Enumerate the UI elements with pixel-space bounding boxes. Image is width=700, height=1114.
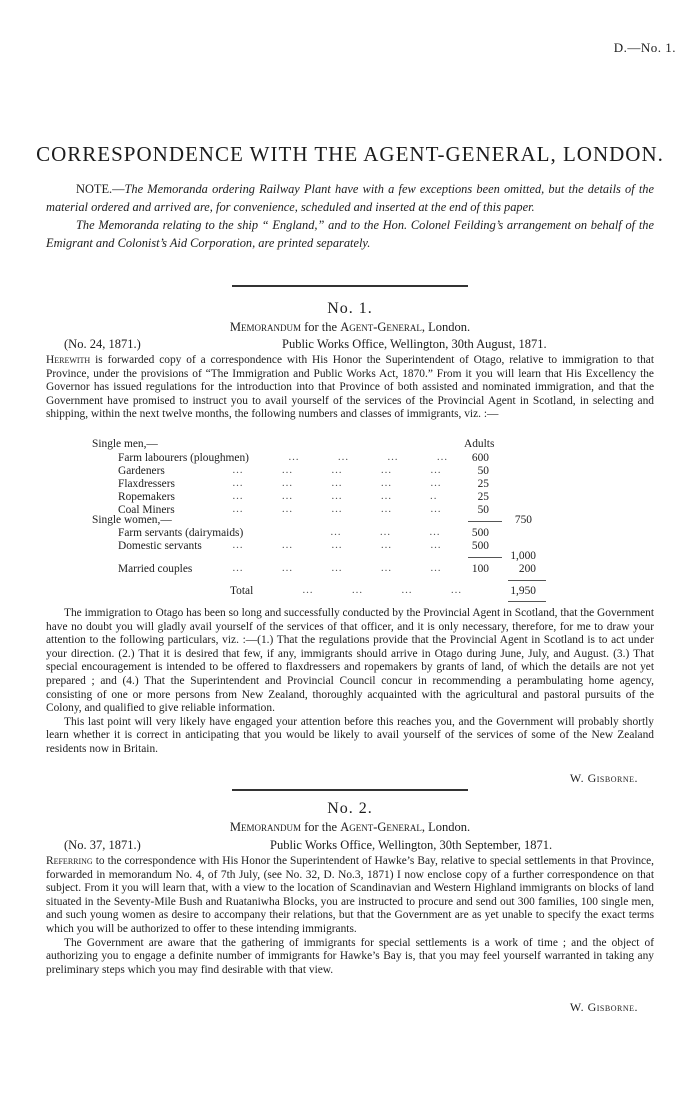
section-divider [232, 285, 468, 287]
table-row-label: Gardeners [118, 465, 165, 477]
memo-2-office-date: Public Works Office, Wellington, 30th September, 1871. [270, 838, 553, 852]
memo-2-heading-memorandum: Memorandum [229, 820, 301, 834]
table-row-label: Ropemakers [118, 491, 175, 503]
memo-2-heading [0, 820, 700, 835]
grand-total-underline [508, 601, 546, 602]
grand-total: 1,950 [510, 585, 536, 597]
table-row-value: 500 [471, 527, 489, 539]
memo-2-text-1: to the correspondence with His Honor the Superintendent of Hawke’s Bay, relative to special settlements in that Province, forwarded in memorandum No. 4, of 7th July, (see No. 32, D. No.3, 1871) I now enclose copy of a further correspondence on that subject. From it you will learn that, with a view to the location of Scandinavian and Western Highland immigrants on blocks of land situated in the Seventy-Mile Bush and Ruataniwha Blocks, you are instructed to procure and send out 300 families, 100 single men, and such young women as desire to accompany their relations, but that the Government are as yet unable to specify the exact terms which you will be authorized to offer to these intending immigrants. [46, 855, 654, 935]
memo-1-number: No. 1. [327, 300, 373, 317]
total-label: Total [230, 585, 254, 597]
memo-1-lead: Herewith [46, 354, 91, 366]
memo-1-paragraph-3: This last point will very likely have engaged your attention before this reaches you, and the Government will probably shortly learn whether it is correct in anticipating that you would be likely to avail yourself of the services of some of the New Zealand residents now in Britain. [46, 715, 654, 755]
memo-1-paragraph-2: The immigration to Otago has been so long and successfully conducted by the Provincial Agent in Scotland, that the Government have no doubt you will gladly avail yourself of the services of that officer, and it is only necessary, therefore, for me to draw your attention to the following particulars, viz. :—(1.) That the regulations provide that the Provincial Agent in Scotland is to act under your direction. (2.) That it is desired that few, if any, immigrants should arrive in Otago during June, July, and August. (3.) That special encouragement is intended to be offered to flaxdressers and ropemakers by grants of land, of which the details are not yet prepared ; and (4.) That the Superintendent and Provincial Council concur in recommending a perambulating home agency, consisting of one or more persons from New Zealand, thoroughly acquainted with the agricultural and pastoral pursuits of the Colony, and qualified to give reliable information. [46, 607, 654, 715]
table-row-value: 25 [477, 491, 489, 503]
page-title: CORRESPONDENCE WITH THE AGENT-GENERAL, LONDON. [36, 142, 664, 166]
memo-1-office-date: Public Works Office, Wellington, 30th August, 1871. [282, 337, 547, 351]
memo-1-signature: W. Gisborne. [569, 771, 638, 785]
memo-1-heading-recipient: Agent-General [340, 320, 422, 334]
married-subtotal: 200 [518, 563, 536, 575]
table-row-label: Farm servants (dairymaids) [118, 527, 244, 539]
memo-1-heading-memorandum: Memorandum [229, 320, 301, 334]
note-paragraph-1 [46, 180, 654, 216]
note-text-1: The Memoranda ordering Railway Plant have with a few exceptions been omitted, but the details of the material ordered and arrived are, for convenience, scheduled and inserted at the end of this paper. [46, 182, 654, 214]
leader-dots: … … … … [288, 451, 449, 463]
memo-2-paragraph-2: The Government are aware that the gathering of immigrants for special settlements is a work of time ; and the object of authorizing you to engage a definite number of immigrants for Hawke’s Bay is, that you may feel yourself warranted in taking any preliminary steps which you may find desirable with that view. [46, 936, 654, 976]
table-row-label: Farm labourers (ploughmen) [118, 452, 249, 464]
memo-1-body [46, 354, 654, 422]
table-row-label: Coal Miners [118, 504, 175, 516]
memo-2-heading-place: , London. [421, 820, 471, 834]
men-subtotal: 750 [514, 514, 532, 526]
table-row-value: 600 [471, 452, 489, 464]
table-row-value: 500 [471, 540, 489, 552]
leader-dots: … … … … … [232, 503, 442, 515]
women-subtotal: 1,000 [510, 550, 536, 562]
note-lead: NOTE.— [76, 182, 125, 196]
memo-1-heading-place: , London. [421, 320, 471, 334]
memo-2-reference: (No. 37, 1871.) [64, 838, 141, 852]
table-row-value: 25 [477, 478, 489, 490]
table-row-label: Flaxdressers [118, 478, 175, 490]
leader-dots: … … … [330, 526, 441, 538]
memo-2-body [46, 855, 654, 977]
memo-2-lead: Referring [46, 855, 93, 867]
leader-dots: … … … … … [232, 539, 442, 551]
table-row-value: 50 [477, 504, 489, 516]
leader-dots: … … … … … [232, 477, 442, 489]
document-id: D.—No. 1. [613, 40, 676, 55]
leader-dots: … … … … [302, 584, 463, 596]
leader-dots: … … … … … [232, 464, 442, 476]
memo-1-reference: (No. 24, 1871.) [64, 337, 141, 351]
leader-dots: … … … … … [232, 562, 442, 574]
table-group-single-men: Single men,— [92, 438, 158, 450]
editorial-note [46, 180, 654, 252]
memo-2-heading-recipient: Agent-General [340, 820, 422, 834]
table-col-header: Adults [464, 438, 495, 450]
table-group-single-women: Single women,— [92, 514, 172, 526]
memo-2-number: No. 2. [327, 800, 373, 817]
note-paragraph-2: The Memoranda relating to the ship “ England,” and to the Hon. Colonel Feilding’s arrangement on behalf of the Emigrant and Colonist’s Aid Corporation, are printed separately. [46, 218, 654, 250]
table-row-value: 50 [477, 465, 489, 477]
married-couples-value: 100 [471, 563, 489, 575]
memo-1-heading-for: for the [304, 320, 338, 334]
memo-2-paragraph-1 [46, 855, 654, 937]
table-row-label: Domestic servants [118, 540, 202, 552]
memo-1-body-continued [46, 607, 654, 757]
memo-1-heading [0, 320, 700, 335]
grand-total-rule [508, 580, 546, 581]
section-divider [232, 789, 468, 791]
memo-1-paragraph-1 [46, 354, 654, 422]
memo-1-text-1: is forwarded copy of a correspondence with His Honor the Superintendent of Otago, relative to immigration to that Province, under the provisions of “The Immigration and Public Works Act, 1870.” From it you will learn that His Excellency the Governor has issued regulations for the introduction into that Province of both assisted and nominated immigration, and that the Government have promised to instruct you to avail yourself of the services of the Provincial Agent in Scotland, in selecting and shipping, within the next twelve months, the following numbers and classes of immigrants, viz. :— [46, 354, 654, 421]
memo-2-heading-for: for the [304, 820, 338, 834]
memo-2-signature: W. Gisborne. [569, 1000, 638, 1014]
leader-dots: … … … … .. [232, 490, 438, 502]
married-couples-label: Married couples [118, 563, 193, 575]
